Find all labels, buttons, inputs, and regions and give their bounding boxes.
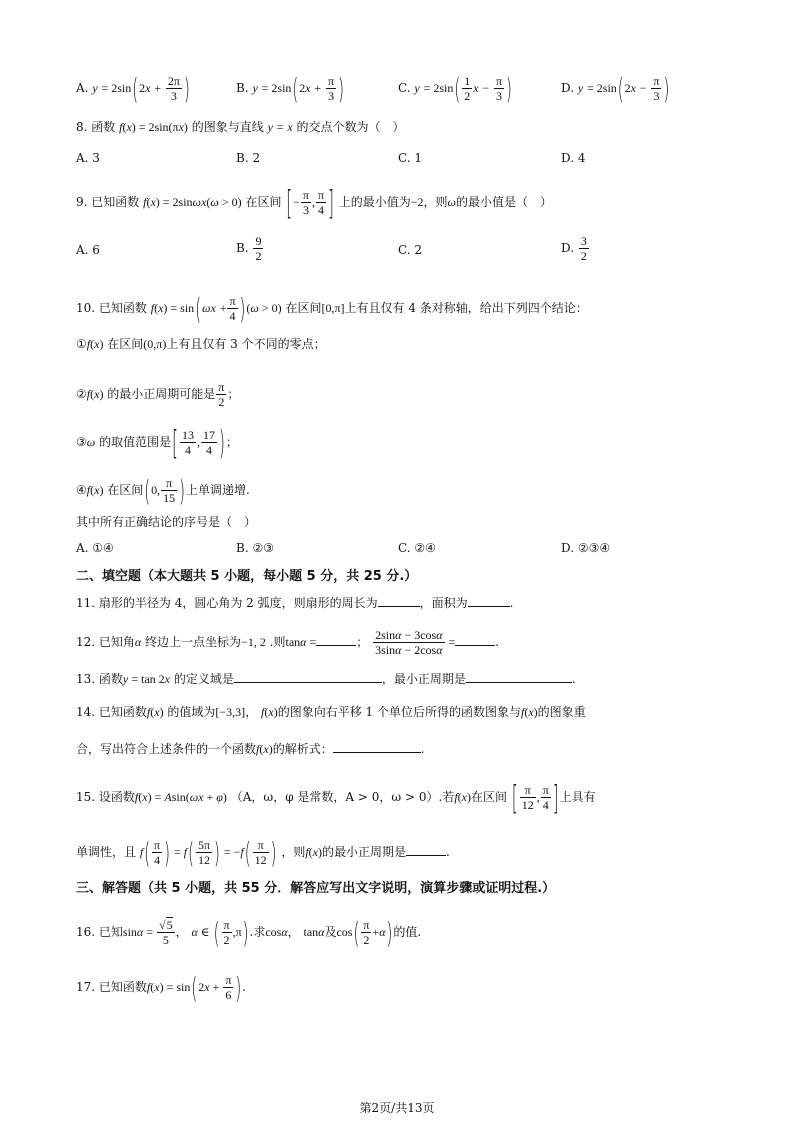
q10-conclusion-3: ③ω 的取值范围是[ $\frac{13}{4}$ , $\frac{17}{4}$ )；	[76, 422, 238, 463]
q9-option-b: B. $\frac{9}{2}$	[236, 234, 262, 263]
q13-answer-blank-1[interactable]	[234, 670, 382, 683]
q10-option-a: A. ①④	[76, 541, 114, 555]
q14-answer-blank[interactable]	[333, 740, 421, 753]
question-8: 8. 函数 f(x) = 2sin(πx) 的图象与直线 y = x 的交点个数为（ ）	[76, 120, 405, 134]
q7-option-b: B. y = 2sin(2x + $\frac{\pi}{3}$ )	[236, 71, 344, 106]
q8-option-a: A. 3	[76, 151, 100, 165]
q13-answer-blank-2[interactable]	[466, 670, 572, 683]
q10-option-b: B. ②③	[236, 541, 274, 555]
q10-option-c: C. ②④	[398, 541, 436, 555]
q10-option-d: D. ②③④	[561, 541, 611, 555]
q12-answer-blank-1[interactable]	[316, 633, 356, 646]
q10-conclusion-4: ④f(x) 在区间(0, $\frac{\pi}{15}$ )上单调递增.	[76, 473, 250, 508]
section-2-heading: 二、填空题（本大题共 5 小题，每小题 5 分，共 25 分.）	[76, 569, 418, 584]
question-15-line-2: 单调性，且 f( $\frac{\pi}{4}$ ) = f( $\frac{5\pi}{12}$ ) = −f( $\frac{\pi}{12}$ ) ，则f(x)的最小正周期是 .	[76, 835, 450, 870]
q8-option-d: D. 4	[561, 151, 586, 165]
q10-question: 其中所有正确结论的序号是（ ）	[76, 515, 257, 529]
q11-answer-blank-2[interactable]	[468, 594, 510, 607]
question-16: 16. 已知sinα = $\frac{√5}{5}$ ， α ∈ ( $\frac{\pi}{2}$ ,π).求cosα， tanα及cos( $\frac{\pi}{2}$ +α)的值.	[76, 915, 422, 950]
q7-option-a: A. y = 2sin(2x + $\frac{2\pi}{3}$ )	[76, 71, 190, 106]
q7-option-c: C. y = 2sin( $\frac{1}{2}$ x − $\frac{\pi}{3}$ )	[398, 71, 512, 106]
question-12: 12. 已知角α 终边上一点坐标为−1, 2 .则tanα = ； $\frac{2\sin\alpha - 3\cos\alpha}{3\sin\alpha - 2\cos\alpha}$ = .	[76, 628, 500, 657]
question-11: 11. 扇形的半径为 4，圆心角为 2 弧度，则扇形的周长为 ，面积为 .	[76, 596, 514, 610]
q10-conclusion-2: ②f(x) 的最小正周期可能是 $\frac{\pi}{2}$ ；	[76, 380, 240, 409]
q7-option-d: D. y = 2sin(2x − $\frac{\pi}{3}$ )	[561, 71, 670, 106]
q9-option-d: D. $\frac{3}{2}$	[561, 234, 587, 263]
q9-option-a: A. 6	[76, 243, 100, 257]
q11-answer-blank-1[interactable]	[378, 594, 420, 607]
question-13: 13. 函数y = tan 2x 的定义域是 ，最小正周期是 .	[76, 672, 576, 686]
question-14: 14. 已知函数f(x) 的值域为[−3,3]， f(x)的图象向右平移 1 个单位后所得的函数图象与f(x)的图象重	[76, 705, 586, 719]
section-3-heading: 三、解答题（共 5 小题，共 55 分．解答应写出文字说明，演算步骤或证明过程.）	[76, 881, 556, 896]
q9-option-c: C. 2	[398, 243, 423, 257]
q15-answer-blank[interactable]	[406, 843, 446, 856]
question-15: 15. 设函数f(x) = Asin(ωx + φ) （A，ω，φ 是常数，A > 0，ω > 0）.若f(x)在区间 [ $\frac{\pi}{12}$ , $\frac{\pi}{4}$ ]上具有	[76, 777, 596, 818]
question-14-line-2: 合，写出符合上述条件的一个函数f(x)的解析式： .	[76, 742, 425, 756]
q8-option-b: B. 2	[236, 151, 261, 165]
q12-answer-blank-2[interactable]	[455, 633, 495, 646]
page-number: 第2页/共13页	[359, 1101, 435, 1115]
q8-option-c: C. 1	[398, 151, 423, 165]
question-17: 17. 已知函数f(x) = sin(2x + $\frac{\pi}{6}$ ).	[76, 970, 247, 1005]
question-9: 9. 已知函数 f(x) = 2sinωx(ω > 0) 在区间 [− $\frac{\pi}{3}$ , $\frac{\pi}{4}$ ] 上的最小值为−2，则ω的最小值是（ ）	[76, 182, 553, 223]
question-10: 10. 已知函数 f(x) = sin(ωx + $\frac{\pi}{4}$ )(ω > 0) 在区间[0,π]上有且仅有 4 条对称轴，给出下列四个结论：	[76, 291, 588, 326]
q10-conclusion-1: ①f(x) 在区间(0,π)上有且仅有 3 个不同的零点；	[76, 337, 326, 351]
